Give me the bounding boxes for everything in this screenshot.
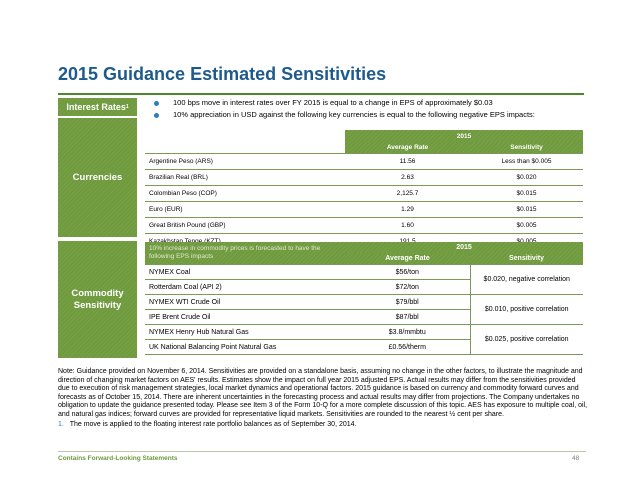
footnote [58,421,588,430]
average-rate: 2,125.7 [345,186,470,202]
commodity-name: Rotterdam Coal (API 2) [145,280,345,295]
forward-looking-statements-link[interactable]: Contains Forward-Looking Statements [58,455,178,462]
footer-divider [58,451,586,452]
commodity-name: IPE Brent Crude Oil [145,310,345,325]
sensitivity-group: $0.010, positive correlation [470,295,583,325]
sensitivity: Less than $0.005 [470,154,583,170]
currency-name: Great British Pound (GBP) [145,218,345,234]
average-rate: £0.56/therm [345,340,470,355]
column-header-sensitivity: Sensitivity [470,142,583,154]
average-rate: $79/bbl [345,295,470,310]
commodity-name: NYMEX Coal [145,265,345,280]
commodity-name: NYMEX Henry Hub Natural Gas [145,325,345,340]
sensitivity: $0.005 [470,218,583,234]
bullet-dot-icon [154,113,159,118]
sensitivity: $0.020 [470,170,583,186]
table-row [145,218,583,234]
footnote-text: The move is applied to the floating interest rate portfolio balances as of September 30, 2014. [69,420,357,428]
year-header: 2015 [345,130,583,142]
sensitivity-group: $0.020, negative correlation [470,265,583,295]
interest-rates-text: Interest Rates [66,102,126,112]
commodity-sensitivity-table [145,242,583,355]
average-rate: 2.63 [345,170,470,186]
bullet-list [160,97,535,121]
currency-name: Brazilian Real (BRL) [145,170,345,186]
average-rate: $56/ton [345,265,470,280]
currency-name: Euro (EUR) [145,202,345,218]
commodity-name: UK National Balancing Point Natural Gas [145,340,345,355]
table-header-row [145,242,583,253]
interest-rates-footnote-marker: 1 [125,104,129,110]
bullet-text: 10% appreciation in USD against the following key currencies is equal to the following negative EPS impacts: [173,110,535,119]
bullet-text: 100 bps move in interest rates over FY 2015 is equal to a change in EPS of approximately $0.03 [173,98,493,107]
note-block [58,368,588,429]
year-header: 2015 [345,242,583,253]
slide-title: 2015 Guidance Estimated Sensitivities [58,64,387,84]
average-rate: 11.56 [345,154,470,170]
commodity-intro-text: 10% increase in commodity prices is forecasted to have the following EPS impacts [145,242,345,265]
table-row [145,295,583,310]
table-row [145,265,583,280]
currency-sensitivity-table [145,130,583,250]
average-rate: $87/bbl [345,310,470,325]
average-rate: 1.29 [345,202,470,218]
sensitivity-group: $0.025, positive correlation [470,325,583,355]
average-rate: $3.8/mmbtu [345,325,470,340]
table-row [145,202,583,218]
bullet-dot-icon [154,101,159,106]
column-header-sensitivity: Sensitivity [470,253,583,265]
currency-name: Colombian Peso (COP) [145,186,345,202]
average-rate: 1.60 [345,218,470,234]
table-row [145,186,583,202]
bullet-currencies [160,109,535,121]
commodity-name: NYMEX WTI Crude Oil [145,295,345,310]
currencies-label: Currencies [58,118,137,237]
column-header-average-rate: Average Rate [345,142,470,154]
table-header-row [145,130,583,142]
column-header-average-rate: Average Rate [345,253,470,265]
bullet-interest-rates [160,97,535,109]
sensitivity: $0.015 [470,202,583,218]
footnote-number: 1. [58,420,64,428]
title-divider [58,93,584,95]
commodity-sensitivity-label: Commodity Sensitivity [58,241,137,358]
page-number: 48 [572,455,580,462]
interest-rates-label [58,98,137,116]
currency-name: Argentine Peso (ARS) [145,154,345,170]
table-header-row [145,142,583,154]
note-text: Note: Guidance provided on November 6, 2014. Sensitivities are provided on a standalone basis, assuming no change in the other factors, to illustrate the magnitude and direction of changing market factors on AES' results. Estimates show the impact on full year 2015 adjusted EPS. Actual results may differ from the sensitivities provided due to execution of risk management strategies, local market dynamics and operational factors. 2015 guidance is based on currency and commodity forward curves and forecasts as of October 15, 2014. There are inherent uncertainties in the forecasting process and actual results may differ from projections. The Company undertakes no obligation to update the guidance presented today. Please see Item 3 of the Form 10-Q for a more complete discussion of this topic. AES has exposure to multiple coal, oil, and natural gas indices; forward curves are provided for representative liquid markets. Sensitivities are rounded to the nearest ½ cent per share. [58,368,588,418]
table-row [145,170,583,186]
table-row [145,325,583,340]
sensitivity: $0.015 [470,186,583,202]
table-row [145,154,583,170]
average-rate: $72/ton [345,280,470,295]
